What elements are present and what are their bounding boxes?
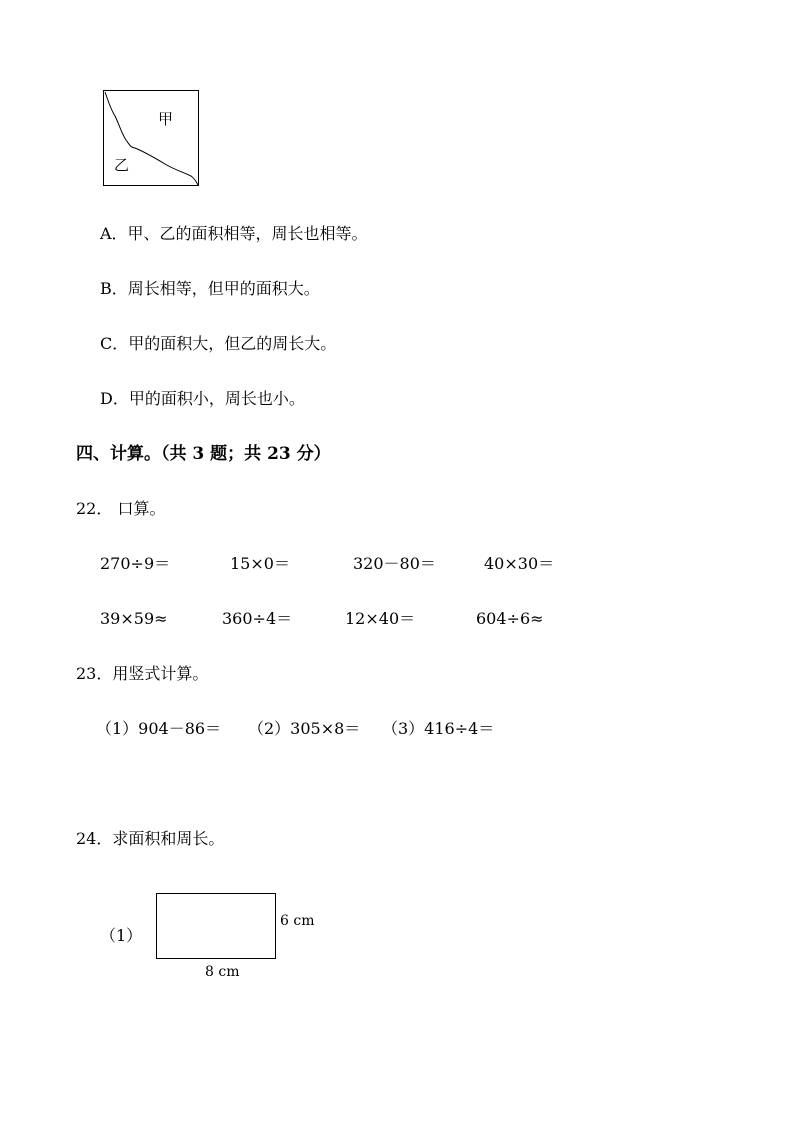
option-b: B．周长相等，但甲的面积大。 <box>100 279 320 298</box>
q22-item: 270÷9＝ <box>100 554 171 573</box>
q22-title: 22． 口算。 <box>76 499 166 518</box>
q22-item: 360÷4＝ <box>222 609 293 628</box>
label-yi: 乙 <box>114 156 130 174</box>
square-figure <box>103 90 199 186</box>
q23-item: （1）904－86＝ <box>96 719 222 738</box>
q23-item: （2）305×8＝ <box>248 719 361 738</box>
q22-item: 12×40＝ <box>345 609 416 628</box>
rect-width-label: 8 cm <box>205 964 240 980</box>
q24-part-label: （1） <box>100 926 143 945</box>
option-d: D．甲的面积小，周长也小。 <box>100 389 305 408</box>
rect-height-label: 6 cm <box>280 913 315 929</box>
option-a: A．甲、乙的面积相等，周长也相等。 <box>100 224 368 243</box>
rectangle-figure <box>156 893 276 959</box>
q22-item: 15×0＝ <box>230 554 290 573</box>
label-jia: 甲 <box>158 110 174 128</box>
q24-title: 24．求面积和周长。 <box>76 829 225 848</box>
section-heading: 四、计算。（共 3 题；共 23 分） <box>76 444 331 464</box>
q22-item: 40×30＝ <box>484 554 555 573</box>
q23-item: （3）416÷4＝ <box>382 719 495 738</box>
q22-item: 39×59≈ <box>100 609 168 628</box>
option-c: C．甲的面积大，但乙的周长大。 <box>100 334 337 353</box>
q23-title: 23．用竖式计算。 <box>76 664 209 683</box>
q22-item: 320－80＝ <box>353 554 436 573</box>
q22-item: 604÷6≈ <box>476 609 544 628</box>
